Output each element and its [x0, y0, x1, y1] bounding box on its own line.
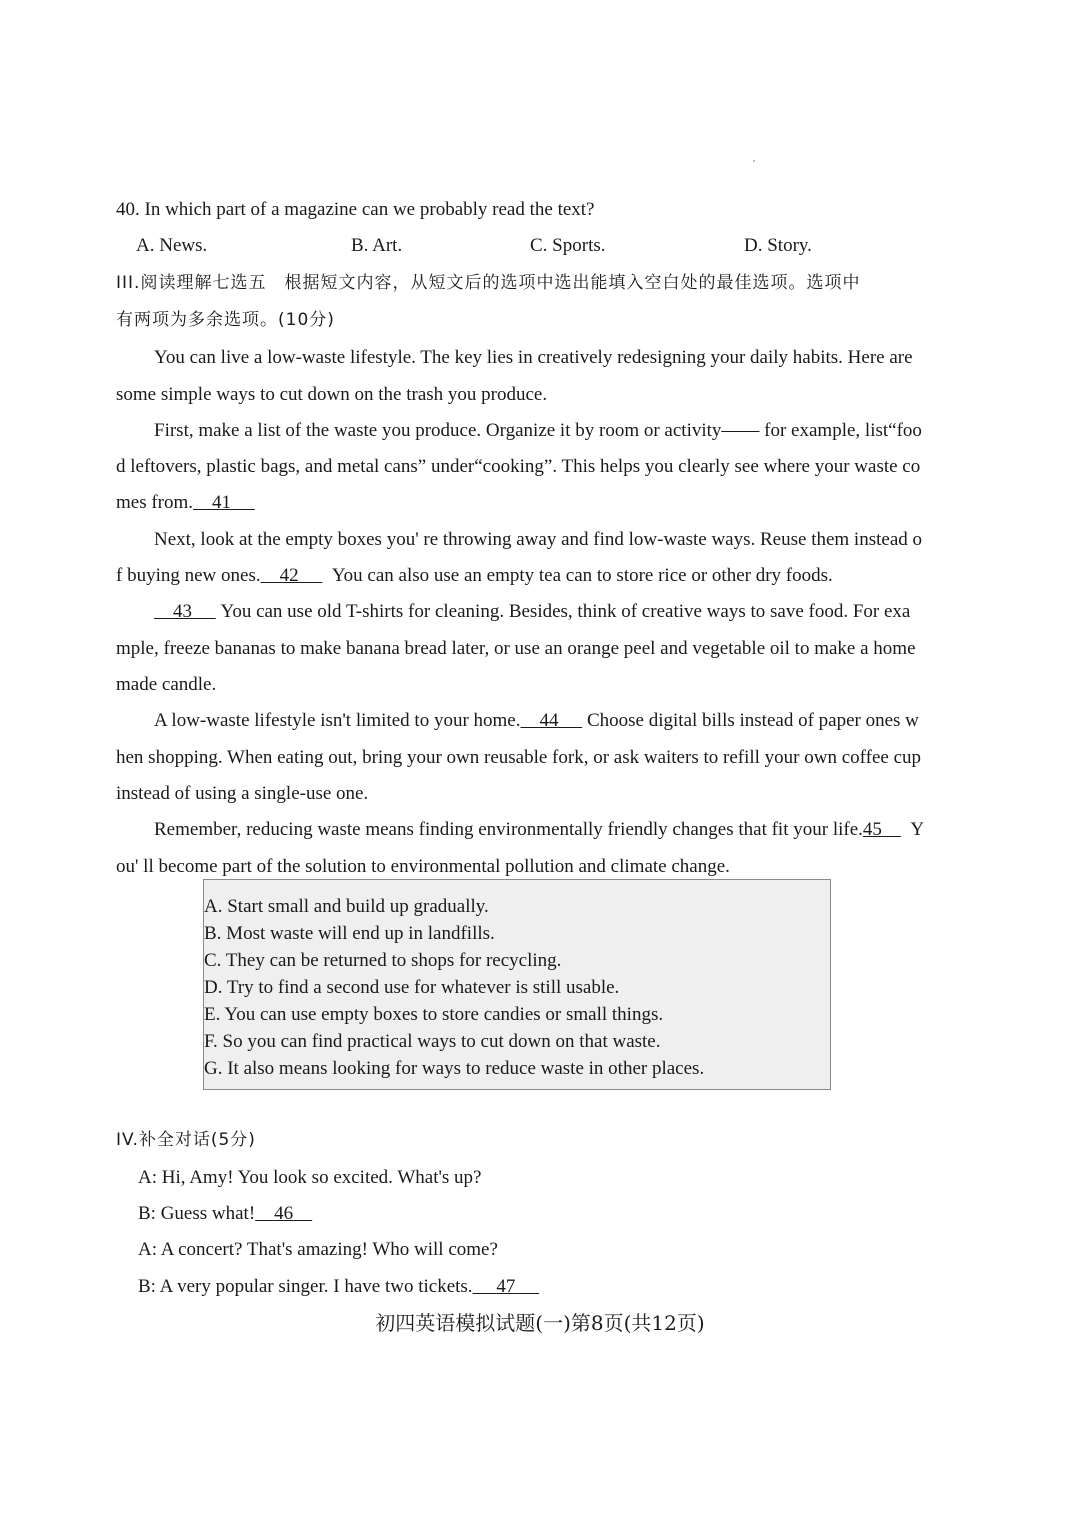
options-box — [203, 879, 831, 1090]
section3-heading-cont: 有两项为多余选项。(10分) — [116, 310, 335, 330]
passage-text: A low-waste lifestyle isn't limited to your home. — [154, 710, 521, 731]
q40-option-a: A. News. — [136, 235, 208, 256]
section4-heading: IV.补全对话(5分) — [116, 1130, 256, 1150]
blank-45: 45 — [862, 819, 882, 840]
blank-42: 42 — [279, 565, 299, 586]
dialog-line: A: Hi, Amy! You look so excited. What's up? — [138, 1167, 482, 1188]
passage-line: some simple ways to cut down on the trash you produce. — [116, 384, 548, 405]
passage-text: You can also use an empty tea can to store rice or other dry foods. — [331, 565, 833, 586]
passage-line — [154, 818, 924, 842]
dialog-line — [138, 1275, 539, 1299]
blank-41: 41 — [212, 492, 232, 513]
passage-line: ou' ll become part of the solution to environmental pollution and climate change. — [116, 856, 730, 877]
passage-text: Choose digital bills instead of paper ones w — [586, 710, 919, 731]
passage-line: instead of using a single-use one. — [116, 783, 369, 804]
passage-text: You can use old T-shirts for cleaning. Besides, think of creative ways to save food. For exa — [220, 601, 911, 622]
page-footer: 初四英语模拟试题(一)第8页(共12页) — [375, 1311, 705, 1335]
blank-46: 46 — [274, 1203, 294, 1224]
passage-line — [116, 564, 833, 588]
passage-line: First, make a list of the waste you produce. Organize it by room or activity—— for example, list“foo — [154, 420, 922, 441]
passage-line — [154, 709, 919, 733]
dialog-text: B: A very popular singer. I have two tickets. — [138, 1276, 473, 1297]
passage-line: You can live a low-waste lifestyle. The key lies in creatively redesigning your daily habits. Here are — [154, 347, 913, 368]
passage-line: Next, look at the empty boxes you' re throwing away and find low-waste ways. Reuse them instead o — [154, 529, 922, 550]
blank-43: 43 — [173, 601, 192, 622]
q40-option-b: B. Art. — [351, 235, 403, 256]
q40-option-d: D. Story. — [744, 235, 812, 256]
scan-speck — [753, 160, 755, 162]
option-g: G. It also means looking for ways to reduce waste in other places. — [204, 1058, 705, 1079]
dialog-line — [138, 1202, 312, 1226]
q40-question: 40. In which part of a magazine can we probably read the text? — [116, 199, 595, 220]
option-b: B. Most waste will end up in landfills. — [204, 923, 495, 944]
option-a: A. Start small and build up gradually. — [204, 896, 489, 917]
passage-text: f buying new ones. — [116, 565, 261, 586]
passage-line: d leftovers, plastic bags, and metal cans” under“cooking”. This helps you clearly see where your waste co — [116, 456, 921, 477]
passage-line: mple, freeze bananas to make banana bread later, or use an orange peel and vegetable oil to make a home — [116, 638, 916, 659]
dialog-text: B: Guess what! — [138, 1203, 256, 1224]
passage-text: Remember, reducing waste means finding environmentally friendly changes that fit your life. — [154, 819, 863, 840]
dialog-line: A: A concert? That's amazing! Who will come? — [138, 1239, 498, 1260]
section3-heading: III.阅读理解七选五 根据短文内容，从短文后的选项中选出能填入空白处的最佳选项。选项中 — [116, 273, 861, 293]
passage-line — [154, 600, 910, 624]
q40-option-c: C. Sports. — [530, 235, 606, 256]
passage-line — [116, 491, 255, 515]
passage-text: mes from. — [116, 492, 194, 513]
option-e: E. You can use empty boxes to store candies or small things. — [204, 1004, 664, 1025]
passage-line: made candle. — [116, 674, 217, 695]
blank-47: 47 — [496, 1276, 516, 1297]
passage-line: hen shopping. When eating out, bring your own reusable fork, or ask waiters to refill your own coffee cup — [116, 747, 922, 768]
option-f: F. So you can find practical ways to cut down on that waste. — [204, 1031, 661, 1052]
option-c: C. They can be returned to shops for recycling. — [204, 950, 562, 971]
blank-44: 44 — [539, 710, 559, 731]
passage-text: Y — [910, 819, 925, 840]
option-d: D. Try to find a second use for whatever is still usable. — [204, 977, 620, 998]
